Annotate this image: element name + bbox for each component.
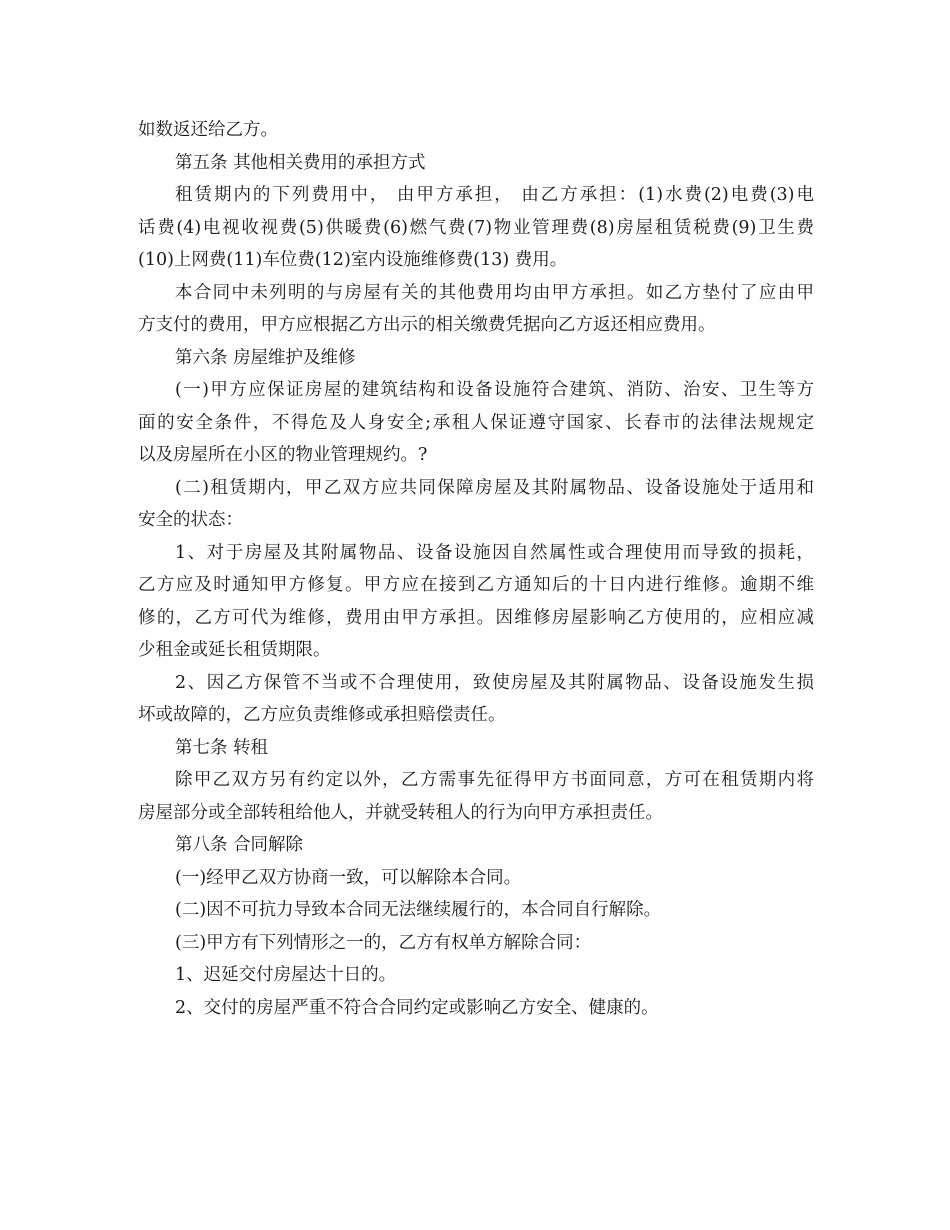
text-line: 1、迟延交付房屋达十日的。 [175, 965, 397, 985]
section-heading-article-6: 第六条 房屋维护及维修 [175, 347, 356, 368]
text-line: 坏或故障的，乙方应负责维修或承担赔偿责任。 [138, 705, 506, 725]
text-line: 1、对于房屋及其附属物品、设备设施因自然属性或合理使用而导致的损耗， [175, 542, 814, 563]
text-line: 少租金或延长租赁期限。 [138, 640, 331, 660]
section-heading-article-7: 第七条 转租 [175, 737, 269, 758]
text-line: 方支付的费用，甲方应根据乙方出示的相关缴费凭据向乙方返还相应费用。 [138, 315, 716, 335]
text-line: 房屋部分或全部转租给他人，并就受转租人的行为向甲方承担责任。 [138, 802, 663, 823]
text-line: 乙方应及时通知甲方修复。甲方应在接到乙方通知后的十日内进行维修。逾期不维 [138, 575, 814, 595]
text-line: 2、因乙方保管不当或不合理使用，致使房屋及其附属物品、设备设施发生损 [175, 672, 814, 693]
text-line: 2、交付的房屋严重不符合合同约定或影响乙方安全、健康的。 [175, 997, 659, 1018]
document-body [138, 114, 814, 1024]
text-line: (一)经甲乙双方协商一致，可以解除本合同。 [175, 867, 522, 888]
text-line: (10)上网费(11)车位费(12)室内设施维修费(13) 费用。 [138, 250, 568, 270]
text-line: (一)甲方应保证房屋的建筑结构和设备设施符合建筑、消防、治安、卫生等方 [175, 380, 814, 400]
text-line: 安全的状态： [138, 510, 243, 530]
section-heading-article-5: 第五条 其他相关费用的承担方式 [175, 152, 426, 173]
text-line: 话费(4)电视收视费(5)供暖费(6)燃气费(7)物业管理费(8)房屋租赁税费(9)卫生费 [138, 217, 814, 238]
text-line: 如数返还给乙方。 [138, 120, 278, 140]
section-heading-article-8: 第八条 合同解除 [175, 835, 304, 855]
text-line: (二)因不可抗力导致本合同无法继续履行的，本合同自行解除。 [175, 900, 662, 920]
text-line: (二)租赁期内，甲乙双方应共同保障房屋及其附属物品、设备设施处于适用和 [175, 477, 814, 498]
text-line: 修的，乙方可代为维修，费用由甲方承担。因维修房屋影响乙方使用的，应相应减 [138, 607, 814, 628]
text-line: 以及房屋所在小区的物业管理规约。? [138, 445, 428, 465]
text-line: 除甲乙双方另有约定以外，乙方需事先征得甲方书面同意，方可在租赁期内将 [175, 770, 814, 790]
text-line: 面的安全条件，不得危及人身安全;承租人保证遵守国家、长春市的法律法规规定 [138, 412, 814, 433]
text-line: 本合同中未列明的与房屋有关的其他费用均由甲方承担。如乙方垫付了应由甲 [175, 282, 814, 303]
text-line: (三)甲方有下列情形之一的，乙方有权单方解除合同： [175, 932, 592, 953]
text-line: 租赁期内的下列费用中， 由甲方承担， 由乙方承担：(1)水费(2)电费(3)电 [175, 185, 814, 205]
